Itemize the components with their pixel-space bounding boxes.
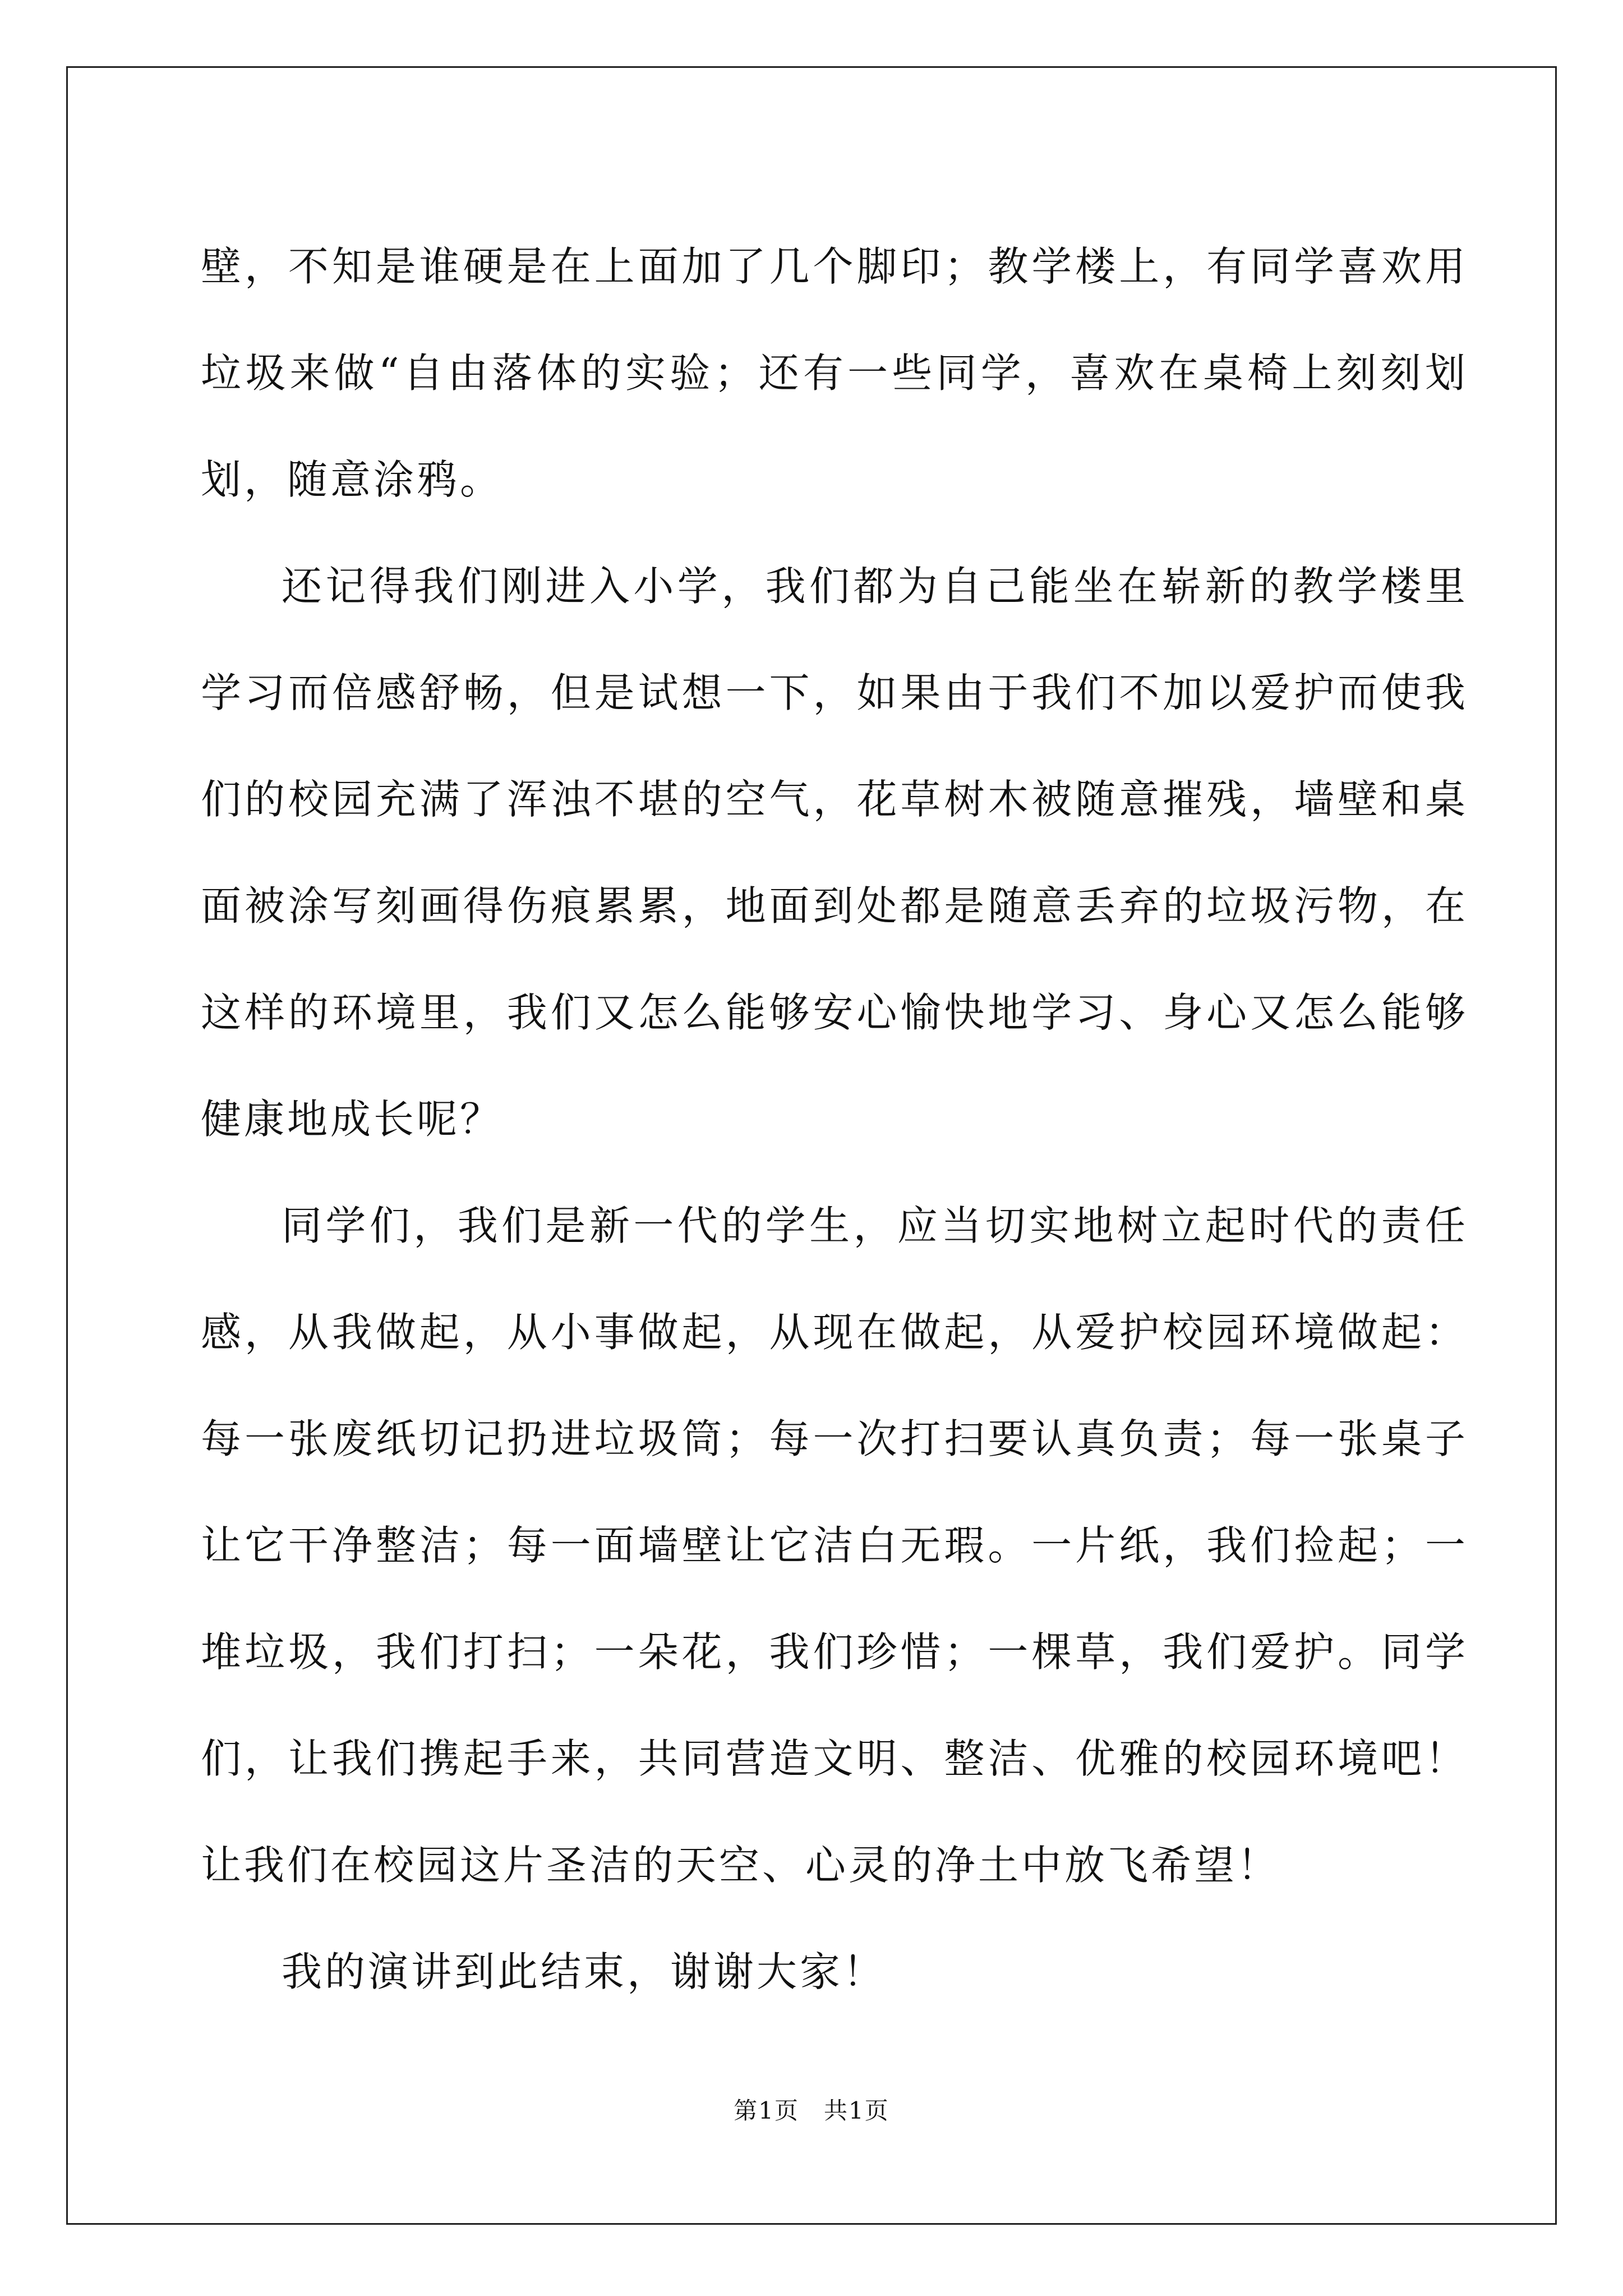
document-body xyxy=(201,213,1468,2025)
page-number-total: 共1页 xyxy=(824,2097,889,2124)
paragraph-1: 壁，不知是谁硬是在上面加了几个脚印；教学楼上，有同学喜欢用垃圾来做“自由落体的实验；还有一些同学，喜欢在桌椅上刻刻划划，随意涂鸦。 xyxy=(201,243,1468,503)
paragraph-4: 我的演讲到此结束，谢谢大家！ xyxy=(282,1948,887,1995)
page-footer xyxy=(0,2092,1623,2126)
page-number-current: 第1页 xyxy=(734,2097,799,2124)
paragraph-2: 还记得我们刚进入小学，我们都为自己能坐在崭新的教学楼里学习而倍感舒畅，但是试想一下，如果由于我们不加以爱护而使我们的校园充满了浑浊不堪的空气，花草树木被随意摧残，墙壁和桌面被涂写刻画得伤痕累累，地面到处都是随意丢弃的垃圾污物，在这样的环境里，我们又怎么能够安心愉快地学习、身心又怎么能够健康地成长呢？ xyxy=(201,563,1468,1143)
paragraph-3: 同学们，我们是新一代的学生，应当切实地树立起时代的责任感，从我做起，从小事做起，从现在做起，从爱护校园环境做起：每一张废纸切记扔进垃圾筒；每一次打扫要认真负责；每一张桌子让它干净整洁；每一面墙壁让它洁白无瑕。一片纸，我们捡起；一堆垃圾，我们打扫；一朵花，我们珍惜；一棵草，我们爱护。同学们，让我们携起手来，共同营造文明、整洁、优雅的校园环境吧！让我们在校园这片圣洁的天空、心灵的净土中放飞希望！ xyxy=(201,1202,1468,1889)
